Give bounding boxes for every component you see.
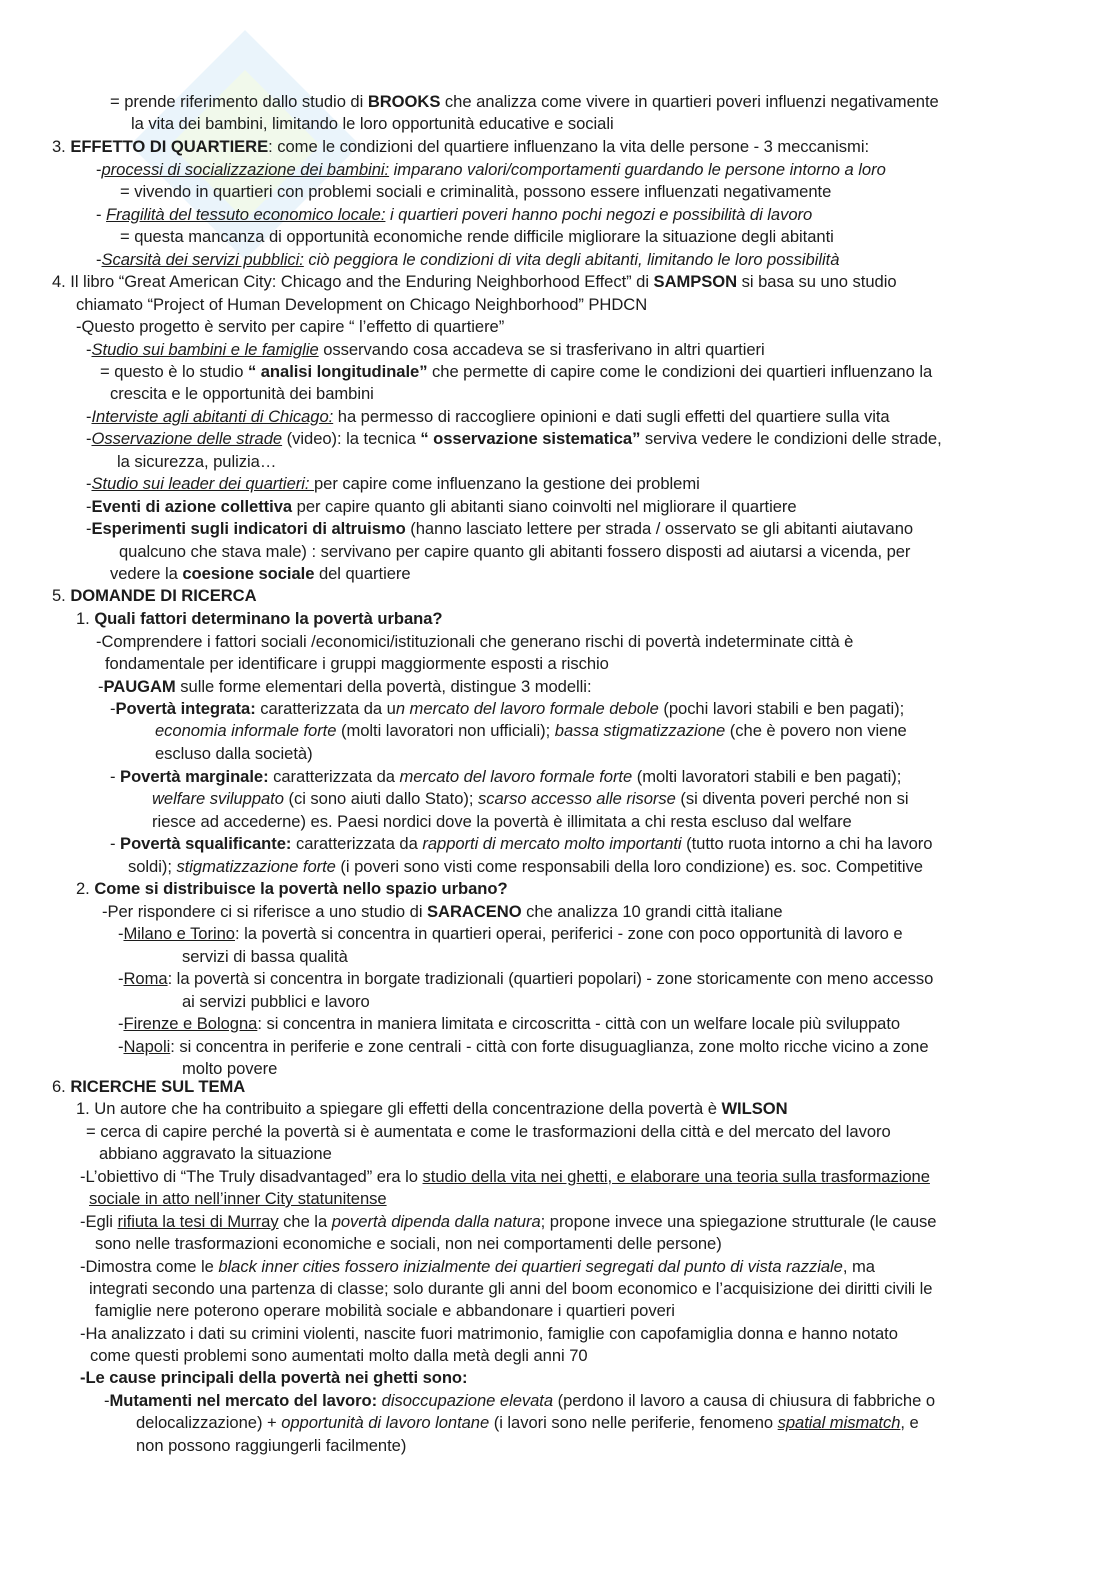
text-run: riesce ad accederne) es. Paesi nordici dove la povertà è illimitata a chi resta escluso dal welfare bbox=[152, 812, 852, 831]
text-run: , ma bbox=[842, 1257, 875, 1276]
text-line bbox=[76, 316, 504, 338]
text-run: -Ha analizzato i dati su crimini violenti, nascite fuori matrimonio, famiglie con capofamiglia donna e hanno notato bbox=[80, 1324, 898, 1343]
text-run: - bbox=[86, 407, 92, 426]
text-run: 4. Il libro “Great American City: Chicago and the Enduring Neighborhood Effect” di bbox=[52, 272, 654, 291]
text-run: - bbox=[118, 1037, 124, 1056]
text-run: la sicurezza, pulizia… bbox=[117, 452, 277, 471]
text-run: - bbox=[96, 205, 107, 224]
text-run: - bbox=[118, 924, 124, 943]
text-line bbox=[182, 946, 348, 968]
text-line bbox=[95, 1300, 675, 1322]
text-run: sociale in atto nell’inner City statunitense bbox=[89, 1189, 387, 1208]
text-run: Interviste agli abitanti di Chicago: bbox=[91, 407, 334, 426]
text-run: coesione sociale bbox=[182, 564, 315, 583]
text-run: - bbox=[86, 519, 92, 538]
text-run: (si diventa poveri perché non si bbox=[675, 789, 909, 808]
text-line bbox=[98, 676, 592, 698]
text-run: qualcuno che stava male) : servivano per capire quanto gli abitanti fossero disposti ad aiutarsi a vicenda, per bbox=[119, 542, 911, 561]
text-run: ha permesso di raccogliere opinioni e dati sugli effetti del quartiere sulla vita bbox=[333, 407, 890, 426]
text-run: Osservazione delle strade bbox=[91, 429, 283, 448]
text-line bbox=[110, 91, 939, 113]
text-run: economia informale forte bbox=[155, 721, 337, 740]
text-run: vedere la bbox=[110, 564, 183, 583]
text-run: = vivendo in quartieri con problemi sociali e criminalità, possono essere influenzati negativamente bbox=[120, 182, 832, 201]
text-run: bassa stigmatizzazione bbox=[554, 721, 726, 740]
text-run: ai servizi pubblici e lavoro bbox=[182, 992, 370, 1011]
text-run: i quartieri poveri hanno pochi negozi e possibilità di lavoro bbox=[385, 205, 813, 224]
text-run: Fragilità del tessuto economico locale: bbox=[106, 205, 386, 224]
text-run: stigmatizzazione forte bbox=[176, 857, 336, 876]
text-run: (hanno lasciato lettere per strada / osservato se gli abitanti aiutavano bbox=[405, 519, 914, 538]
text-run: PAUGAM bbox=[103, 677, 176, 696]
text-run: ciò peggiora le condizioni di vita degli abitanti, limitando le loro possibilità bbox=[303, 250, 840, 269]
text-line bbox=[136, 1435, 406, 1457]
text-run: (pochi lavori stabili e ben pagati); bbox=[658, 699, 905, 718]
text-line bbox=[118, 923, 903, 945]
text-run: opportunità di lavoro lontane bbox=[281, 1413, 490, 1432]
text-run: molto povere bbox=[182, 1059, 278, 1078]
text-run: fondamentale per identificare i gruppi maggiormente esposti a rischio bbox=[105, 654, 609, 673]
text-line bbox=[76, 878, 508, 900]
text-run: si basa su uno studio bbox=[737, 272, 897, 291]
text-run: n mercato del lavoro formale debole bbox=[395, 699, 659, 718]
text-run: scarso accesso alle risorse bbox=[477, 789, 676, 808]
text-run: - bbox=[98, 677, 104, 696]
text-run: Come si distribuisce la povertà nello spazio urbano? bbox=[94, 879, 508, 898]
text-line bbox=[102, 901, 783, 923]
text-line bbox=[52, 136, 869, 158]
text-line bbox=[131, 113, 614, 135]
text-run: SARACENO bbox=[427, 902, 522, 921]
text-run: Milano e Torino bbox=[123, 924, 235, 943]
text-line bbox=[96, 249, 839, 271]
text-line bbox=[86, 428, 942, 450]
text-run: -Comprendere i fattori sociali /economici/istituzionali che generano rischi di povertà indeterminate città è bbox=[96, 632, 854, 651]
text-run: processi di socializzazione dei bambini: bbox=[101, 160, 390, 179]
text-run: - bbox=[118, 1014, 124, 1033]
text-run: - bbox=[110, 699, 116, 718]
text-line bbox=[110, 833, 932, 855]
text-line bbox=[155, 720, 907, 742]
text-run: 6. bbox=[52, 1077, 71, 1096]
text-line bbox=[96, 631, 853, 653]
text-run: Mutamenti nel mercato del lavoro: bbox=[109, 1391, 378, 1410]
text-line bbox=[110, 383, 374, 405]
text-line bbox=[182, 991, 370, 1013]
text-line bbox=[80, 1323, 898, 1345]
text-line bbox=[118, 968, 933, 990]
text-run: mercato del lavoro formale forte bbox=[399, 767, 633, 786]
text-run: escluso dalla società) bbox=[155, 744, 313, 763]
text-line bbox=[80, 1166, 930, 1188]
text-line bbox=[120, 181, 831, 203]
text-line bbox=[104, 1390, 935, 1412]
text-run: black inner cities fossero inizialmente dei quartieri segregati dal punto di vista razziale bbox=[218, 1257, 843, 1276]
text-line bbox=[152, 811, 852, 833]
text-run: = questo è lo studio bbox=[100, 362, 248, 381]
text-run: 1. Un autore che ha contribuito a spiegare gli effetti della concentrazione della povertà è bbox=[76, 1099, 722, 1118]
text-line bbox=[96, 204, 812, 226]
text-run: - bbox=[96, 250, 102, 269]
text-run: chiamato “Project of Human Development on Chicago Neighborhood” PHDCN bbox=[76, 295, 648, 314]
text-run: integrati secondo una partenza di classe; solo durante gli anni del boom economico e l’acquisizione dei diritti civili le bbox=[89, 1279, 933, 1298]
text-run: -Dimostra come le bbox=[80, 1257, 219, 1276]
text-run: (molti lavoratori non ufficiali); bbox=[336, 721, 555, 740]
text-line bbox=[117, 451, 276, 473]
text-run: Povertà squalificante: bbox=[120, 834, 292, 853]
text-run: DOMANDE DI RICERCA bbox=[70, 586, 257, 605]
text-run: caratterizzata da bbox=[291, 834, 423, 853]
text-run: Eventi di azione collettiva bbox=[91, 497, 293, 516]
text-run: che analizza 10 grandi città italiane bbox=[521, 902, 783, 921]
text-line bbox=[76, 608, 443, 630]
text-run: che la bbox=[278, 1212, 332, 1231]
text-run: Napoli bbox=[123, 1037, 171, 1056]
text-run: -Per rispondere ci si riferisce a uno studio di bbox=[102, 902, 428, 921]
text-run: (tutto ruota intorno a chi ha lavoro bbox=[681, 834, 933, 853]
text-run: WILSON bbox=[721, 1099, 788, 1118]
text-run: 5. bbox=[52, 586, 71, 605]
text-line bbox=[52, 1076, 245, 1098]
text-run: - bbox=[86, 340, 92, 359]
text-run: -Questo progetto è servito per capire “ l’effetto di quartiere” bbox=[76, 317, 505, 336]
text-line bbox=[86, 406, 890, 428]
text-line bbox=[89, 1278, 932, 1300]
text-run: Quali fattori determinano la povertà urbana? bbox=[94, 609, 443, 628]
text-run: RICERCHE SUL TEMA bbox=[70, 1077, 246, 1096]
text-line bbox=[110, 766, 901, 788]
text-run: BROOKS bbox=[367, 92, 441, 111]
text-run: 1. bbox=[76, 609, 95, 628]
text-run: - bbox=[86, 497, 92, 516]
text-line bbox=[105, 653, 609, 675]
text-run: studio della vita nei ghetti, e elaborare una teoria sulla trasformazione bbox=[422, 1167, 930, 1186]
text-run: crescita e le opportunità dei bambini bbox=[110, 384, 374, 403]
text-run: del quartiere bbox=[314, 564, 411, 583]
text-line bbox=[152, 788, 908, 810]
text-run: , e bbox=[900, 1413, 919, 1432]
text-run: caratterizzata da u bbox=[255, 699, 396, 718]
text-run: Roma bbox=[123, 969, 168, 988]
text-run: - bbox=[96, 160, 102, 179]
text-run: rapporti di mercato molto importanti bbox=[422, 834, 682, 853]
text-run: (i lavori sono nelle periferie, fenomeno bbox=[489, 1413, 778, 1432]
text-run: Scarsità dei servizi pubblici: bbox=[101, 250, 304, 269]
text-run: (perdono il lavoro a causa di chiusura di fabbriche o bbox=[553, 1391, 936, 1410]
text-line bbox=[86, 339, 765, 361]
text-line bbox=[110, 698, 904, 720]
text-line bbox=[86, 496, 797, 518]
text-line bbox=[99, 1143, 332, 1165]
text-run: che permette di capire come le condizioni dei quartieri influenzano la bbox=[427, 362, 933, 381]
text-line bbox=[76, 1098, 788, 1120]
text-line bbox=[86, 518, 913, 540]
text-run: Firenze e Bologna bbox=[123, 1014, 258, 1033]
text-run: rifiuta la tesi di Murray bbox=[117, 1212, 279, 1231]
text-run: welfare sviluppato bbox=[152, 789, 284, 808]
text-line bbox=[76, 294, 647, 316]
text-run: - bbox=[110, 834, 121, 853]
text-run: = cerca di capire perché la povertà si è aumentata e come le trasformazioni della città e del mercato del lavoro bbox=[86, 1122, 891, 1141]
text-line bbox=[89, 1188, 387, 1210]
text-run: (i poveri sono visti come responsabili della loro condizione) es. soc. Competitive bbox=[335, 857, 923, 876]
text-run: - bbox=[110, 767, 121, 786]
text-run: Esperimenti sugli indicatori di altruismo bbox=[91, 519, 406, 538]
text-run: “ analisi longitudinale” bbox=[247, 362, 428, 381]
text-line bbox=[90, 1345, 588, 1367]
text-run: : la povertà si concentra in quartieri operai, periferici - zone con poco opportunità di lavoro e bbox=[234, 924, 903, 943]
text-run: disoccupazione elevata bbox=[381, 1391, 554, 1410]
text-run: non possono raggiungerli facilmente) bbox=[136, 1436, 407, 1455]
text-run: povertà dipenda dalla natura bbox=[331, 1212, 541, 1231]
text-run: (che è povero non viene bbox=[725, 721, 907, 740]
text-line bbox=[86, 473, 700, 495]
text-line bbox=[119, 541, 910, 563]
text-run: Studio sui leader dei quartieri: bbox=[91, 474, 314, 493]
text-line bbox=[86, 1121, 891, 1143]
text-run: servizi di bassa qualità bbox=[182, 947, 348, 966]
text-run: (molti lavoratori stabili e ben pagati); bbox=[632, 767, 902, 786]
text-run: delocalizzazione) + bbox=[136, 1413, 282, 1432]
text-run: - bbox=[86, 429, 92, 448]
text-line bbox=[80, 1211, 936, 1233]
text-line bbox=[52, 271, 897, 293]
text-run: Povertà marginale: bbox=[120, 767, 269, 786]
text-run: ; propone invece una spiegazione strutturale (le cause bbox=[540, 1212, 937, 1231]
text-run: 2. bbox=[76, 879, 95, 898]
text-run: = questa mancanza di opportunità economiche rende difficile migliorare la situazione degli abitanti bbox=[120, 227, 834, 246]
text-line bbox=[96, 159, 886, 181]
text-run: -L’obiettivo di “The Truly disadvantaged” era lo bbox=[80, 1167, 423, 1186]
text-run: EFFETTO DI QUARTIERE bbox=[70, 137, 269, 156]
text-run: spatial mismatch bbox=[777, 1413, 901, 1432]
text-run: Studio sui bambini e le famiglie bbox=[91, 340, 319, 359]
text-run: - bbox=[86, 474, 92, 493]
text-run: osservando cosa accadeva se si trasferivano in altri quartieri bbox=[318, 340, 765, 359]
text-line bbox=[118, 1036, 929, 1058]
text-line bbox=[110, 563, 411, 585]
text-line bbox=[80, 1367, 468, 1389]
text-run: la vita dei bambini, limitando le loro opportunità educative e sociali bbox=[131, 114, 614, 133]
text-run: : si concentra in maniera limitata e circoscritta - città con un welfare locale più sviluppato bbox=[257, 1014, 901, 1033]
text-run: che analizza come vivere in quartieri poveri influenzi negativamente bbox=[440, 92, 939, 111]
text-line bbox=[155, 743, 313, 765]
text-run: “ osservazione sistematica” bbox=[420, 429, 641, 448]
text-run: sono nelle trasformazioni economiche e sociali, non nei comportamenti delle persone) bbox=[95, 1234, 722, 1253]
text-run: abbiano aggravato la situazione bbox=[99, 1144, 332, 1163]
text-run: 3. bbox=[52, 137, 71, 156]
text-run: = prende riferimento dallo studio di bbox=[110, 92, 368, 111]
text-line bbox=[136, 1412, 919, 1434]
text-run: sulle forme elementari della povertà, distingue 3 modelli: bbox=[175, 677, 592, 696]
text-line bbox=[118, 1013, 900, 1035]
text-run: : la povertà si concentra in borgate tradizionali (quartieri popolari) - zone storicamente con meno accesso bbox=[167, 969, 934, 988]
text-line bbox=[100, 361, 932, 383]
text-run: come questi problemi sono aumentati molto dalla metà degli anni 70 bbox=[90, 1346, 588, 1365]
text-run: - bbox=[118, 969, 124, 988]
text-line bbox=[120, 226, 834, 248]
text-run: caratterizzata da bbox=[268, 767, 400, 786]
text-run: Povertà integrata: bbox=[115, 699, 256, 718]
text-run: per capire quanto gli abitanti siano coinvolti nel migliorare il quartiere bbox=[292, 497, 797, 516]
text-run: : si concentra in periferie e zone centrali - città con forte disuguaglianza, zone molto ricche vicino a zone bbox=[170, 1037, 929, 1056]
text-run: SAMPSON bbox=[653, 272, 738, 291]
text-run: -Le cause principali della povertà nei ghetti sono: bbox=[80, 1368, 468, 1387]
text-run: soldi); bbox=[128, 857, 177, 876]
text-run: (ci sono aiuti dallo Stato); bbox=[283, 789, 478, 808]
text-run: - bbox=[104, 1391, 110, 1410]
text-line bbox=[80, 1256, 875, 1278]
text-line bbox=[52, 585, 257, 607]
text-run: (video): la tecnica bbox=[282, 429, 421, 448]
text-run: imparano valori/comportamenti guardando le persone intorno a loro bbox=[389, 160, 886, 179]
text-run: per capire come influenzano la gestione dei problemi bbox=[313, 474, 700, 493]
text-run: -Egli bbox=[80, 1212, 118, 1231]
text-run: : come le condizioni del quartiere influenzano la vita delle persone - 3 meccanismi: bbox=[268, 137, 870, 156]
text-run: famiglie nere poterono operare mobilità sociale e abbandonare i quartieri poveri bbox=[95, 1301, 675, 1320]
text-run: serviva vedere le condizioni delle strade, bbox=[640, 429, 942, 448]
text-line bbox=[128, 856, 923, 878]
text-line bbox=[95, 1233, 722, 1255]
